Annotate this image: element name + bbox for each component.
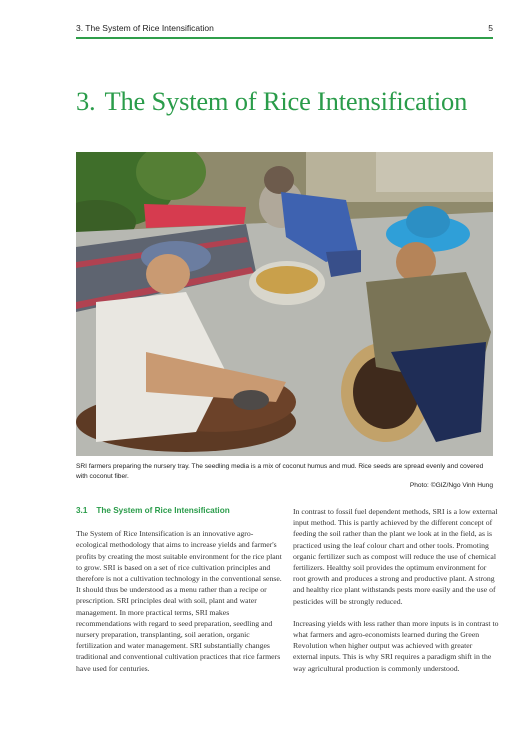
body-paragraph: The System of Rice Intensification is an innovative agro-ecological methodology that aims to increase yields and farmer's profits by creating the most suitable environment for the rice plant to grow. SRI is based on a set of rice cultivation principles and therefore is not a cultivation technology in the conventional sense. It should thus be understood as a menu rather than a recipe or prescription. SRI principles deal with soil, plant and water management. In more practical terms, SRI makes recommendations with regard to seed preparation, seedling and nursery preparation, transplanting, soil aeration, organic fertilization and water management. SRI substantially changes traditional and conventional cultivation practices that rice farmers have used for centuries. bbox=[76, 529, 282, 673]
figure-photo bbox=[76, 152, 493, 456]
running-title: 3. The System of Rice Intensification bbox=[76, 23, 214, 33]
page-number: 5 bbox=[488, 23, 493, 33]
body-paragraph: In contrast to fossil fuel dependent methods, SRI is a low external input method. This is partly achieved by the different concept of feeding the soil rather than the plant we look at in the field, as is practiced using the leaf colour chart and other tools. Promoting organic fertilizer such as compost will reduce the use of chemical fertilizers. Healthy soil provides the optimum environment for root growth and produces a strong and productive plant. A strong and healthy rice plant withstands pests more easily and the use of pesticides will be strongly reduced. bbox=[293, 507, 498, 606]
section-heading-text: The System of Rice Intensification bbox=[96, 506, 230, 515]
photo-credit: Photo: ©GIZ/Ngo Vinh Hung bbox=[409, 482, 493, 490]
chapter-number: 3. bbox=[76, 85, 96, 116]
chapter-title-text: The System of Rice Intensification bbox=[104, 85, 468, 116]
section-number: 3.1 bbox=[76, 506, 88, 515]
figure-caption bbox=[76, 462, 493, 491]
right-column bbox=[293, 506, 499, 674]
caption-text: SRI farmers preparing the nursery tray. The seedling media is a mix of coconut humus and mud. Rice seeds are spread evenly and covered with coconut fiber. bbox=[76, 463, 484, 480]
chapter-title bbox=[76, 86, 506, 117]
left-column bbox=[76, 505, 282, 674]
farmers-photo-illustration bbox=[76, 152, 493, 456]
running-header bbox=[76, 20, 493, 34]
header-rule bbox=[76, 37, 493, 39]
section-heading bbox=[76, 505, 282, 516]
body-paragraph: Increasing yields with less rather than more inputs is in contrast to what farmers and agro-economists learned during the Green Revolution when higher output was achieved with greater external inputs. This is why SRI requires a paradigm shift in the way agricultural production is commonly understood. bbox=[293, 618, 499, 673]
